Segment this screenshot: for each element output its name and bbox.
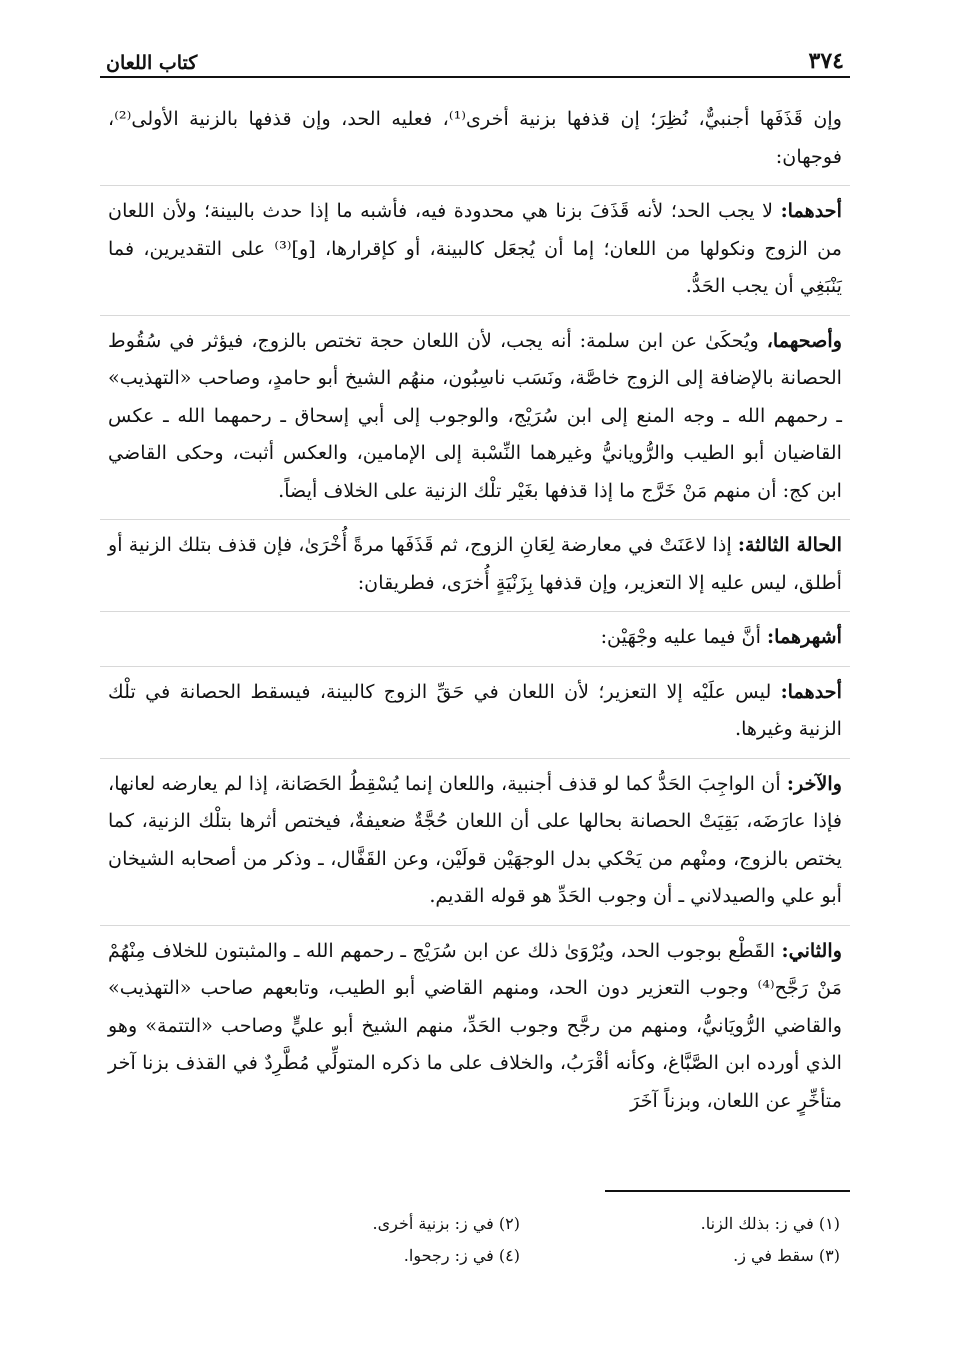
paragraph-lead: أحدهما: (780, 679, 842, 703)
paragraph (100, 758, 850, 915)
paragraph (100, 519, 850, 601)
paragraph-text: ليس علَيْه إلا التعزير؛ لأن اللعان في حَقِّ الزوج كالبينة، فيسقط الحصانة في تلْك الزنية وغيرها. (108, 679, 842, 740)
running-title: كتاب اللعان (106, 52, 198, 74)
paragraph-lead: أشهرهما: (767, 625, 842, 648)
paragraph (100, 925, 850, 1120)
paragraph-text: وإن قَذَفَها أجنبيٌّ، نُظِرَ؛ إن قذفها بزنية أخرى⁽¹⁾، فعليه الحد، وإن قذفها بالزنية الأولى⁽²⁾، فوجهان: (108, 107, 843, 168)
footnote-text: سقط في ز. (733, 1246, 814, 1265)
footnote-number: (١) (818, 1214, 840, 1233)
main-text (100, 100, 850, 1119)
paragraph-lead: وأصحهما، (766, 328, 842, 352)
paragraph-text: أنَّ فيما عليه وجْهَيْن: (600, 625, 768, 648)
footnotes (100, 1208, 840, 1272)
footnote-text: في ز: بذلك الزنا. (700, 1214, 814, 1233)
footnote-number: (٢) (498, 1214, 520, 1233)
footnote-row (100, 1208, 840, 1240)
book-page (100, 42, 850, 1265)
footnote-number: (٣) (818, 1246, 840, 1265)
paragraph-text: أن الواجِبَ الحَدُّ كما لو قذف أجنبية، واللعان إنما يُسْقِطُ الحَصَانة، إذا لم يعارضه لعانها، فإذا عارَضَه، بَقِيَتْ الحصانة بحالها على أن اللعان حُجَّةٌ ضعيفةٌ، فيختص أثرها بتلْك الزنية، كما يختص بالزوج، ومنْهم من يَحْكي بدل الوجهَيْن قولَيْن، وعن القَفَّال، ـ وذكر من أصحابه الشيخان أبو علي والصيدلاني ـ أن وجوب الحَدِّ هو قوله القديم. (108, 771, 842, 907)
paragraph (100, 666, 850, 748)
paragraph-text: القَطْع بوجوب الحد، ويُرْوَىٰ ذلك عن ابن سُرَيْج ـ رحمهم الله ـ والمثبتون للخلاف مِنْهُمْ مَنْ رَجَّح⁽⁴⁾ وجوب التعزير دون الحد، ومنهم القاضي أبو الطيب، وتابعهم صاحب «التهذيب» والقاضي الرُّويَانيُّ، ومنهم من رجَّح وجوب الحَدِّ، منهم الشيخ أبو عليٍّ وصاحب «التتمة» وهو الذي أورده ابن الصَّبَّاغ، وكأنه أقْرَبُ، والخلاف على ما ذكره المتولِّي مُطَّرِدٌ في القذف بزنا آخر متأخِّرٍ عن اللعان، وبزناً آخَرَ (108, 938, 842, 1112)
page-number: ٣٧٤ (808, 48, 844, 74)
paragraph-lead: والآخر: (786, 771, 842, 795)
footnote (520, 1240, 840, 1272)
footnote (520, 1208, 840, 1240)
paragraph (100, 100, 850, 175)
paragraph-lead: الحالة الثالثة: (737, 533, 842, 556)
footnote-number: (٤) (498, 1246, 520, 1265)
paragraph-lead: أحدهما: (780, 199, 842, 222)
footnote-row (100, 1240, 840, 1272)
footnote-separator (605, 1190, 850, 1192)
footnote (200, 1240, 520, 1272)
paragraph-lead: والثاني: (781, 938, 842, 962)
footnote-text: في ز: بزنية أخرى. (372, 1214, 494, 1233)
footnote (200, 1208, 520, 1240)
paragraph (100, 315, 850, 510)
paragraph-text: لا يجب الحد؛ لأنه قَذَفَ بزنا هي محدودة فيه، فأشبه ما إذا حدث بالبينة؛ ولأن اللعان من الزوج ونكولها من اللعان؛ إما أن يُجعَل كالبينة، أو كإقرارها، [و]⁽³⁾ على التقديرين، فما يَنْبَغِي أن يجب الحَدُّ. (108, 199, 842, 297)
footnote-text: في ز: رجحوا. (403, 1246, 494, 1265)
page-header (100, 42, 850, 78)
paragraph (100, 185, 850, 305)
paragraph-text: ويُحكَىٰ عن ابن سلمة: أنه يجب، لأن اللعان حجة تختص بالزوج، فيؤثر في سُقُوط الحصانة بالإضافة إلى الزوج خاصَّة، ونَسَب ناسِبُون، منهُم الشيخ أبو حامدٍ، وصاحب «التهذيب» ـ رحمهم الله ـ وجه المنع إلى ابن سُرَيْج، والوجوب إلى أبي إسحاق ـ رحمهما الله ـ عكس القاضيان أبو الطيب والرُّويانيُّ وغيرهما النِّسْبة إلى الإمامين، والعكس أثبت، وحكى القاضي ابن كج: أن منهم مَنْ خَرَّج ما إذا قذفها بغَيْر تلْك الزنية على الخلاف أيضاً. (108, 328, 842, 502)
paragraph (100, 611, 850, 656)
paragraph-text: إذا لاعَنَتْ في معارضة لِعَانِ الزوج، ثم قَذَفَها مرةً أُخْرَىٰ، فإن قذف بتلك الزنية أو أطلق، ليس عليه إلا التعزير، وإن قذفها بِزَنْيَةٍ أُخرَى، فطريقان: (108, 533, 842, 594)
